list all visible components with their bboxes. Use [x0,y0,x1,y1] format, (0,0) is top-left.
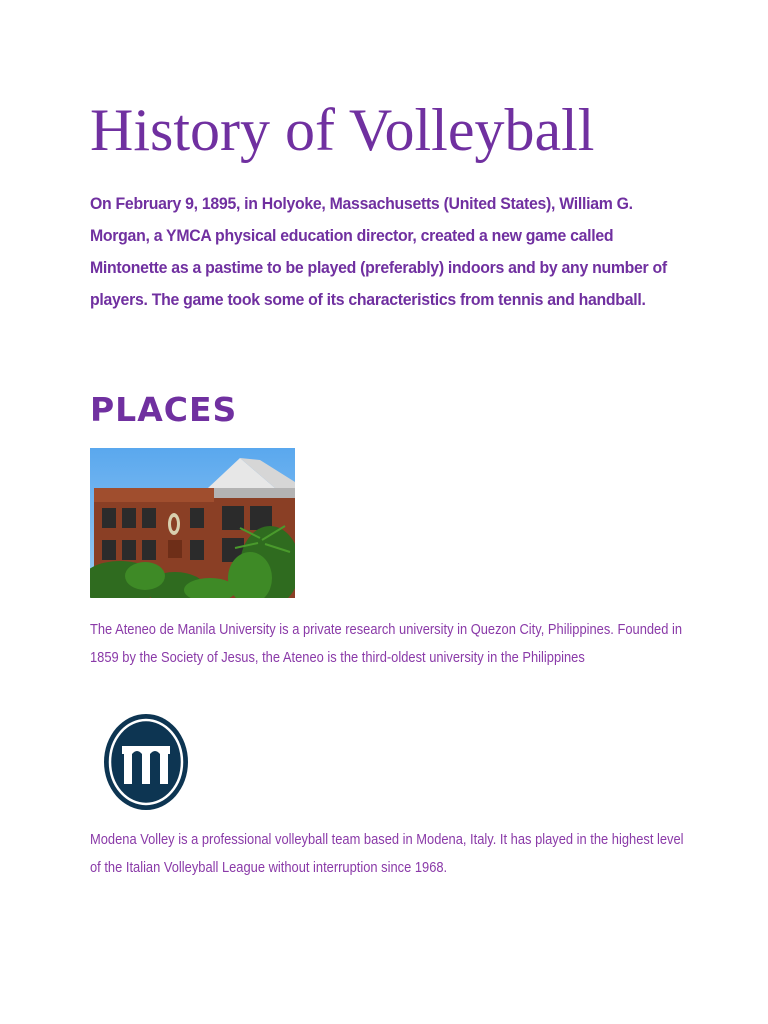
university-building-photo [90,448,295,598]
intro-paragraph: On February 9, 1895, in Holyoke, Massachusetts (United States), William G. Morgan, a YMCA physical education director, created a new game called Mintonette as a pastime to be played (preferably) indoors and by any number of players. The game took some of its characteristics from tennis and handball. [90,195,667,309]
page-title: History of Volleyball [90,97,595,163]
place-caption-ateneo: The Ateneo de Manila University is a private research university in Quezon City, Philippines. Founded in 1859 by the Society of Jesus, the Ateneo is the third-oldest university in the Philippines [90,621,683,666]
place-caption-modena: Modena Volley is a professional volleyball team based in Modena, Italy. It has played in the highest level of the Italian Volleyball League without interruption since 1968. [90,831,684,876]
section-heading-places: PLACES [90,390,238,429]
modena-volley-logo [102,712,190,812]
